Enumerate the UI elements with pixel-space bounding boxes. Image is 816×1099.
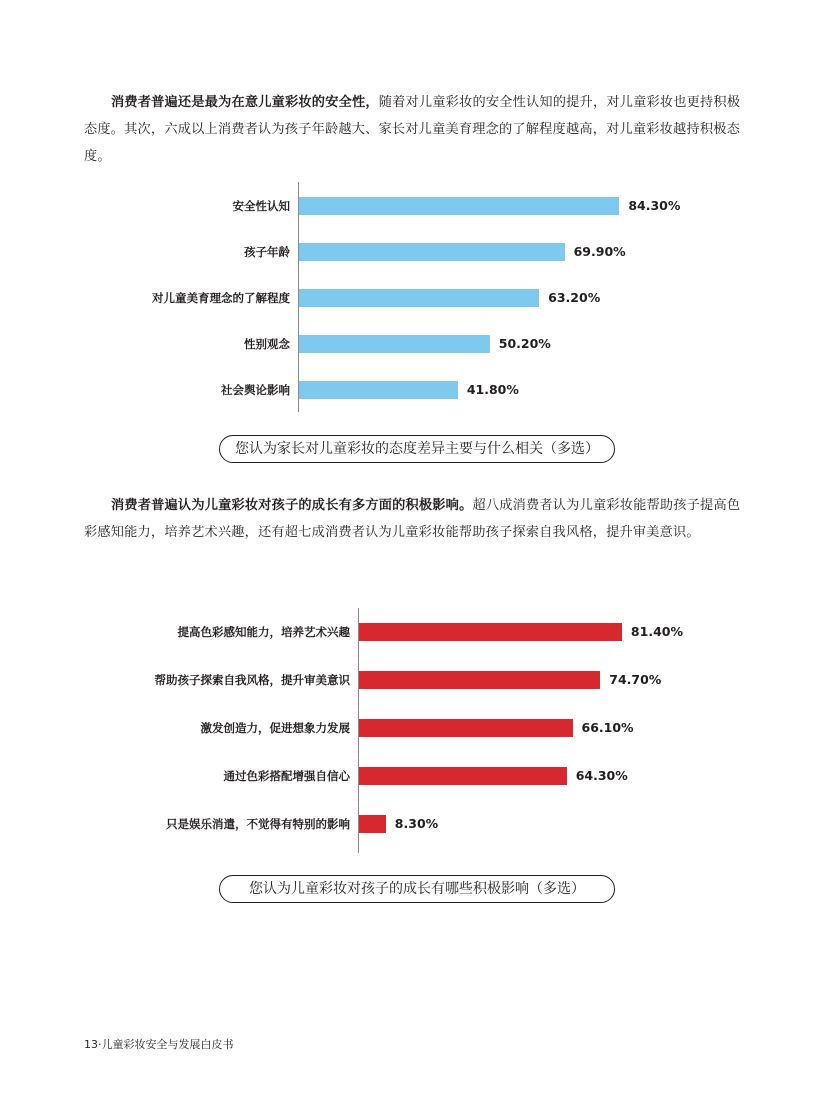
bar [299, 381, 458, 399]
paragraph-2-text: 超八成消费者认为儿童彩妆能帮助孩子提高色彩感知能力，培养艺术兴趣，还有超七成消费者认为儿童彩妆能帮助孩子探索自我风格，提升审美意识。 [84, 498, 741, 540]
bar [359, 767, 567, 785]
chart-2-caption: 您认为儿童彩妆对孩子的成长有哪些积极影响（多选） [219, 875, 615, 903]
value-label: 50.20% [498, 336, 551, 351]
bar-chart-attitude-factors [0, 182, 816, 412]
bar [299, 197, 619, 215]
category-label: 通过色彩搭配增强自信心 [223, 769, 350, 783]
category-label: 激发创造力，促进想象力发展 [200, 721, 350, 735]
bar [359, 815, 386, 833]
value-label: 64.30% [575, 768, 628, 783]
bar [359, 671, 600, 689]
category-label: 孩子年龄 [244, 245, 290, 259]
chart-1-caption: 您认为家长对儿童彩妆的态度差异主要与什么相关（多选） [219, 435, 615, 463]
category-label: 对儿童美育理念的了解程度 [152, 291, 290, 305]
intro-paragraph-2 [84, 492, 744, 546]
intro-paragraph-1 [84, 89, 744, 170]
bar [299, 243, 565, 261]
value-label: 41.80% [466, 382, 519, 397]
bar [299, 289, 539, 307]
paragraph-1-bold: 消费者普遍还是最为在意儿童彩妆的安全性， [111, 95, 379, 110]
category-label: 提高色彩感知能力，培养艺术兴趣 [177, 625, 350, 639]
bar [299, 335, 490, 353]
value-label: 84.30% [628, 198, 681, 213]
page-footer: 13·儿童彩妆安全与发展白皮书 [84, 1038, 234, 1051]
bar-chart-positive-effects [0, 608, 816, 853]
value-label: 81.40% [630, 624, 683, 639]
value-label: 8.30% [394, 816, 439, 831]
category-label: 性别观念 [244, 337, 290, 351]
paragraph-1-text: 随着对儿童彩妆的安全性认知的提升，对儿童彩妆也更持积极态度。其次，六成以上消费者认为孩子年龄越大、家长对儿童美育理念的了解程度越高，对儿童彩妆越持积极态度。 [84, 95, 741, 164]
category-label: 社会舆论影响 [221, 383, 290, 397]
paragraph-2-bold: 消费者普遍认为儿童彩妆对孩子的成长有多方面的积极影响。 [111, 498, 473, 513]
category-label: 帮助孩子探索自我风格，提升审美意识 [154, 673, 350, 687]
value-label: 74.70% [609, 672, 662, 687]
category-label: 只是娱乐消遣，不觉得有特别的影响 [166, 817, 350, 831]
value-label: 66.10% [581, 720, 634, 735]
bar [359, 623, 622, 641]
value-label: 69.90% [573, 244, 626, 259]
bar [359, 719, 573, 737]
value-label: 63.20% [548, 290, 601, 305]
category-label: 安全性认知 [232, 199, 290, 213]
